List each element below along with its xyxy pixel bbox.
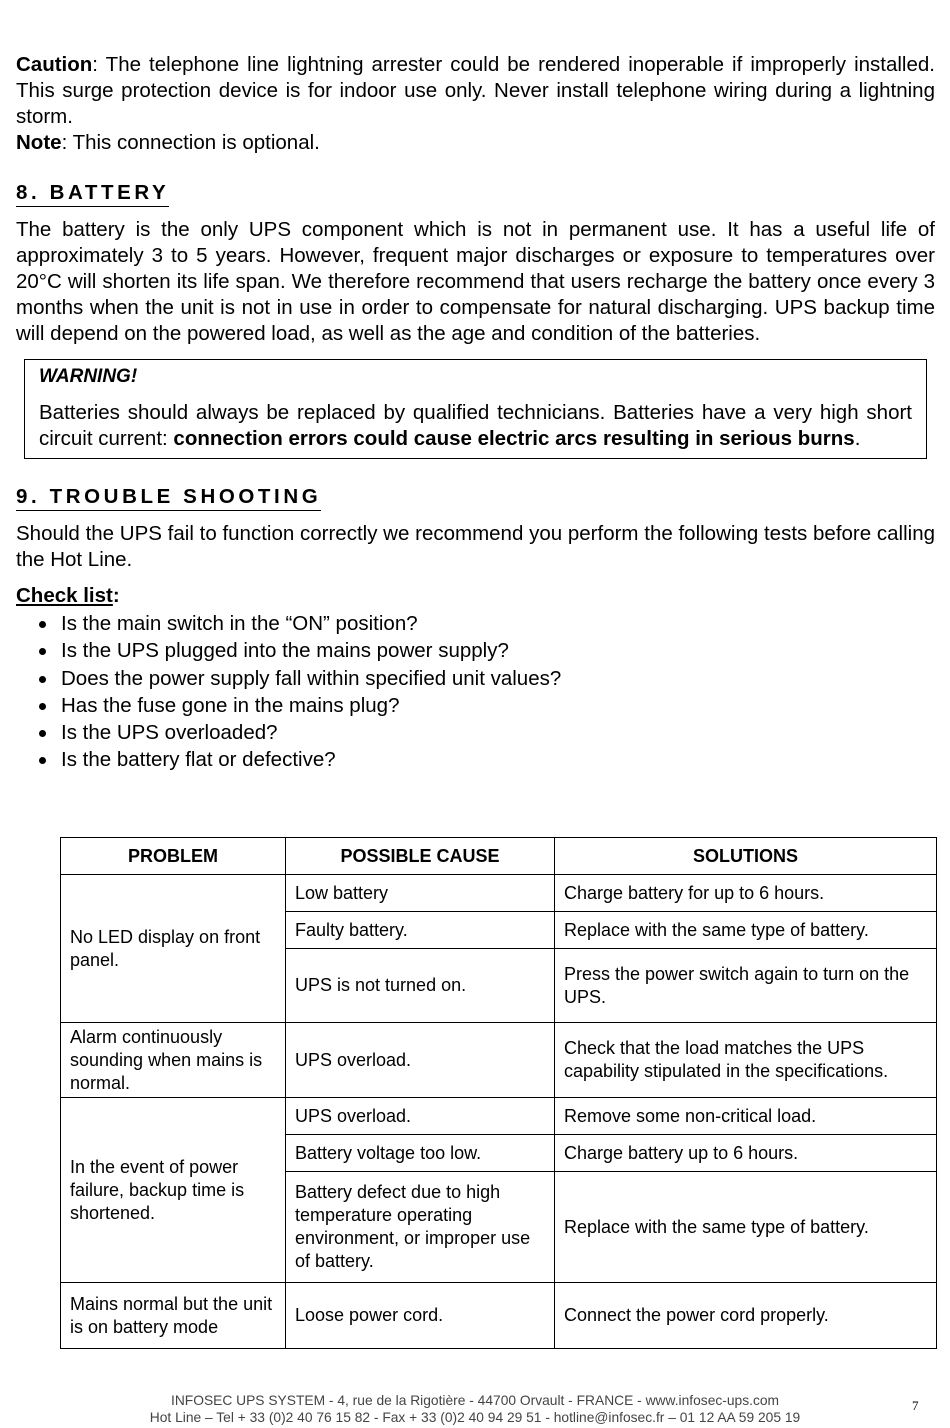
header-solutions: SOLUTIONS (555, 838, 937, 875)
checklist-item: Is the UPS overloaded? (61, 719, 935, 746)
checklist-title (16, 583, 935, 609)
footer (0, 1392, 950, 1426)
checklist-title-text: Check list (16, 584, 113, 607)
solution-cell: Press the power switch again to turn on the UPS. (555, 949, 937, 1023)
checklist-colon: : (112, 584, 120, 607)
warning-box (24, 359, 927, 459)
problem-cell: In the event of power failure, backup time is shortened. (61, 1098, 286, 1283)
battery-paragraph: The battery is the only UPS component which is not in permanent use. It has a useful life of approximately 3 to 5 years. However, frequent major discharges or exposure to temperatures over 20°C will shorten its life span. We therefore recommend that users recharge the battery once every 3 months when the unit is not in use in order to compensate for natural discharging. UPS backup time will depend on the powered load, as well as the age and condition of the batteries. (16, 218, 935, 345)
note-paragraph (16, 130, 935, 156)
footer-address: INFOSEC UPS SYSTEM - 4, rue de la Rigotière - 44700 Orvault - FRANCE - www.infosec-ups.com (170, 1393, 780, 1408)
solution-cell: Check that the load matches the UPS capability stipulated in the specifications. (555, 1023, 937, 1098)
battery-heading: 8. BATTERY (16, 180, 169, 207)
table-row (61, 875, 937, 912)
solution-cell: Charge battery up to 6 hours. (555, 1135, 937, 1172)
solution-cell: Connect the power cord properly. (555, 1283, 937, 1349)
cause-cell: UPS is not turned on. (286, 949, 555, 1023)
table-row (61, 1023, 937, 1098)
cause-cell: Low battery (286, 875, 555, 912)
header-problem: PROBLEM (61, 838, 286, 875)
note-text: : This connection is optional. (61, 131, 320, 154)
checklist-item: Does the power supply fall within specified unit values? (61, 665, 935, 692)
caution-label: Caution (16, 53, 93, 76)
document-body (16, 52, 935, 774)
note-label: Note (16, 131, 62, 154)
checklist-item: Is the battery flat or defective? (61, 746, 935, 773)
cause-cell: UPS overload. (286, 1023, 555, 1098)
header-possible-cause: POSSIBLE CAUSE (286, 838, 555, 875)
cause-cell: Battery defect due to high temperature operating environment, or improper use of battery. (286, 1172, 555, 1283)
cause-cell: Loose power cord. (286, 1283, 555, 1349)
trouble-intro: Should the UPS fail to function correctly we recommend you perform the following tests before calling the Hot Line. (16, 522, 935, 571)
warning-paragraph (39, 400, 912, 452)
warning-bold-text: connection errors could cause electric arcs resulting in serious burns (173, 427, 855, 450)
warning-text-end: . (854, 427, 861, 450)
troubleshooting-table (60, 837, 937, 1349)
battery-section (16, 180, 935, 347)
caution-text: : The telephone line lightning arrester could be rendered inoperable if improperly installed. This surge protection device is for indoor use only. Never install telephone wiring during a lightning storm. (16, 53, 935, 128)
checklist-item: Is the UPS plugged into the mains power supply? (61, 637, 935, 664)
solution-cell: Replace with the same type of battery. (555, 1172, 937, 1283)
problem-cell: No LED display on front panel. (61, 875, 286, 1023)
cause-cell: Battery voltage too low. (286, 1135, 555, 1172)
solution-cell: Replace with the same type of battery. (555, 912, 937, 949)
trouble-section (16, 484, 935, 774)
solution-cell: Charge battery for up to 6 hours. (555, 875, 937, 912)
page-number: 7 (912, 1398, 919, 1413)
caution-paragraph (16, 52, 935, 130)
cause-cell: Faulty battery. (286, 912, 555, 949)
checklist-item: Is the main switch in the “ON” position? (61, 610, 935, 637)
problem-cell: Mains normal but the unit is on battery mode (61, 1283, 286, 1349)
cause-cell: UPS overload. (286, 1098, 555, 1135)
trouble-heading: 9. TROUBLE SHOOTING (16, 484, 321, 511)
solution-cell: Remove some non-critical load. (555, 1098, 937, 1135)
checklist (16, 610, 935, 774)
table-header-row (61, 838, 937, 875)
footer-contact: Hot Line – Tel + 33 (0)2 40 76 15 82 - Fax + 33 (0)2 40 94 29 51 - hotline@infosec.fr – 01 12 AA 59 205 19 (149, 1410, 801, 1425)
checklist-item: Has the fuse gone in the mains plug? (61, 692, 935, 719)
warning-text: Batteries should always be replaced by qualified technicians. Batteries have a very high short circuit current: (39, 401, 912, 450)
warning-title: WARNING! (39, 366, 138, 387)
problem-cell: Alarm continuously sounding when mains is normal. (61, 1023, 286, 1098)
table-row (61, 1283, 937, 1349)
table-row (61, 1098, 937, 1135)
